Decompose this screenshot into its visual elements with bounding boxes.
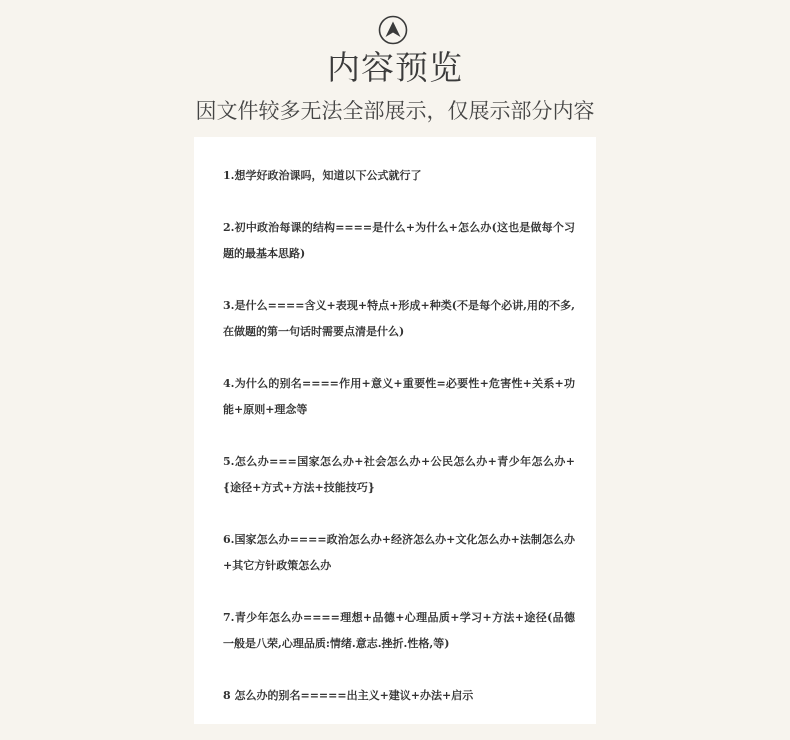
paragraph-8: 8 怎么办的别名=====出主义+建议+办法+启示: [223, 689, 474, 702]
paragraph-2: 2.初中政治每课的结构====是什么+为什么+怎么办(这也是做每个习题的最基本思路): [223, 221, 575, 260]
preview-header: [0, 0, 790, 140]
document-content: [223, 163, 575, 709]
page-title: 内容预览: [327, 48, 463, 87]
paragraph-6: 6.国家怎么办====政治怎么办+经济怎么办+文化怎么办+法制怎么办+其它方针政策怎么办: [223, 533, 575, 572]
page-subtitle: 因文件较多无法全部展示，仅展示部分内容: [195, 99, 595, 123]
paragraph-7: 7.青少年怎么办====理想+品德+心理品质+学习+方法+途径(品德一般是八荣,心理品质:情绪.意志.挫折.性格,等): [223, 611, 575, 650]
document-preview-card: [194, 137, 596, 724]
paragraph-1: 1.想学好政治课吗，知道以下公式就行了: [223, 169, 422, 182]
up-arrow-in-circle-icon: [378, 15, 408, 45]
paragraph-3: 3.是什么====含义+表现+特点+形成+种类(不是每个必讲,用的不多,在做题的第一句话时需要点清是什么): [223, 299, 575, 338]
paragraph-4: 4.为什么的别名====作用+意义+重要性=必要性+危害性+关系+功能+原则+理念等: [223, 377, 575, 416]
paragraph-5: 5.怎么办===国家怎么办+社会怎么办+公民怎么办+青少年怎么办+{途径+方式+方法+技能技巧}: [223, 455, 575, 494]
